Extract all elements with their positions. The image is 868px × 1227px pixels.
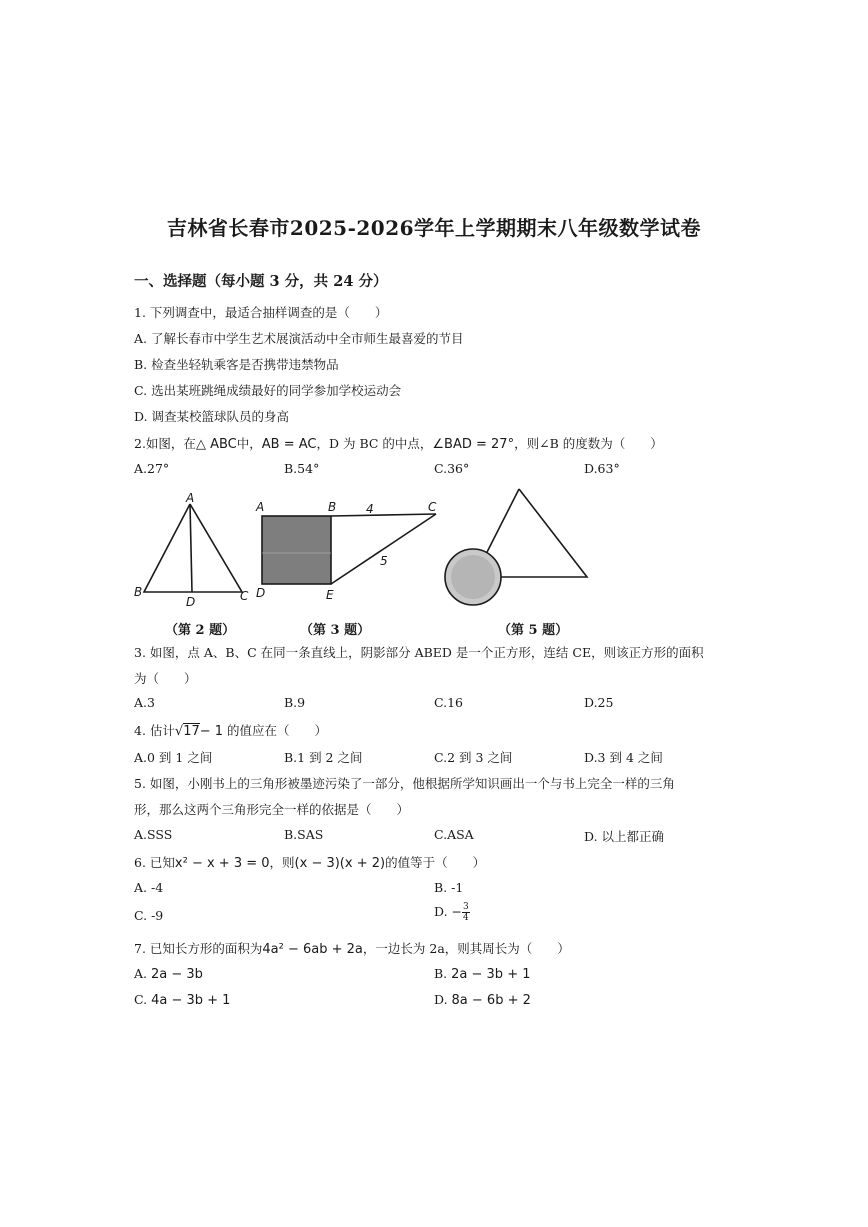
- question-4-option-b: B.1 到 2 之间: [284, 750, 363, 765]
- section-heading: 一、选择题（每小题 3 分，共 24 分）: [134, 273, 388, 290]
- question-5-option-d: D. 以上都正确: [584, 829, 665, 844]
- question-4-stem: 4. 估计√17− 1 的值应在（ ）: [134, 723, 328, 739]
- question-4-option-d: D.3 到 4 之间: [584, 750, 663, 765]
- fig2-label-b: B: [134, 585, 143, 599]
- fig2-label-d: D: [186, 595, 196, 607]
- question-5-option-b: B.SAS: [284, 827, 324, 842]
- question-7-option-c: C. 4a − 3b + 1: [134, 992, 231, 1008]
- question-1-option-a: A. 了解长春市中学生艺术展演活动中全市师生最喜爱的节目: [134, 331, 464, 346]
- question-1-option-c: C. 选出某班跳绳成绩最好的同学参加学校运动会: [134, 383, 402, 398]
- shaded-square: [262, 516, 331, 584]
- question-2-option-a: A.27°: [134, 461, 170, 476]
- exam-title: 吉林省长春市2025-2026学年上学期期末八年级数学试卷: [166, 216, 702, 240]
- question-4-option-a: A.0 到 1 之间: [134, 750, 213, 765]
- fig3-label-c: C: [428, 500, 437, 514]
- question-1-option-d: D. 调查某校篮球队员的身高: [134, 409, 290, 424]
- fig3-label-e: E: [326, 588, 334, 602]
- question-2-option-c: C.36°: [434, 461, 470, 476]
- question-6-option-a: A. -4: [134, 880, 164, 895]
- question-5-stem-line1: 5. 如图，小刚书上的三角形被墨迹污染了一部分，他根据所学知识画出一个与书上完全一样的三角: [134, 776, 675, 791]
- question-7-option-b: B. 2a − 3b + 1: [434, 966, 531, 982]
- fig3-label-d: D: [256, 586, 266, 600]
- fig2-label-c: C: [240, 589, 249, 603]
- question-5-option-a: A.SSS: [134, 827, 173, 842]
- question-3-stem-line1: 3. 如图，点 A、B、C 在同一条直线上，阴影部分 ABED 是一个正方形，连结 CE，则该正方形的面积: [134, 645, 704, 660]
- fraction: $\frac{3}{4}$: [463, 902, 469, 923]
- question-6-option-c: C. -9: [134, 908, 164, 923]
- question-2-stem: 2.如图，在△ ABC中，AB = AC，D 为 BC 的中点，∠BAD = 27°，则∠B 的度数为（ ）: [134, 436, 663, 452]
- fig2-label-a: A: [186, 492, 195, 505]
- question-6-stem: 6. 已知x² − x + 3 = 0，则(x − 3)(x + 2)的值等于（ ）: [134, 855, 486, 871]
- question-5-option-c: C.ASA: [434, 827, 474, 842]
- figure-3-square: [252, 497, 447, 605]
- question-1-stem: 1. 下列调查中，最适合抽样调查的是（ ）: [134, 305, 388, 320]
- question-7-option-d: D. 8a − 6b + 2: [434, 992, 531, 1008]
- question-7-stem: 7. 已知长方形的面积为4a² − 6ab + 2a，一边长为 2a，则其周长为（ ）: [134, 941, 570, 957]
- question-6-option-b: B. -1: [434, 880, 464, 895]
- figure-5-caption: （第 5 题）: [498, 623, 569, 638]
- question-4-option-c: C.2 到 3 之间: [434, 750, 513, 765]
- question-2-option-d: D.63°: [584, 461, 620, 476]
- question-3-stem-line2: 为（ ）: [134, 671, 197, 686]
- figure-2-triangle: [130, 492, 255, 607]
- question-1-option-b: B. 检查坐轻轨乘客是否携带违禁物品: [134, 357, 339, 372]
- fig3-length-ce: 5: [380, 554, 388, 568]
- question-2-option-b: B.54°: [284, 461, 320, 476]
- sqrt-sign-icon: √: [174, 724, 184, 739]
- fig3-length-bc: 4: [366, 502, 374, 516]
- fig3-label-b: B: [328, 500, 337, 514]
- figure-5-ink-triangle: [440, 486, 595, 611]
- fig3-label-a: A: [256, 500, 265, 514]
- question-6-option-d: D. − $\frac{3}{4}$: [434, 902, 469, 923]
- question-3-option-d: D.25: [584, 695, 614, 710]
- question-3-option-b: B.9: [284, 695, 306, 710]
- question-5-stem-line2: 形，那么这两个三角形完全一样的依据是（ ）: [134, 802, 410, 817]
- question-3-option-c: C.16: [434, 695, 463, 710]
- question-7-option-a: A. 2a − 3b: [134, 966, 203, 982]
- figure-3-caption: （第 3 题）: [300, 623, 371, 638]
- question-3-option-a: A.3: [134, 695, 155, 710]
- figure-2-caption: （第 2 题）: [165, 623, 236, 638]
